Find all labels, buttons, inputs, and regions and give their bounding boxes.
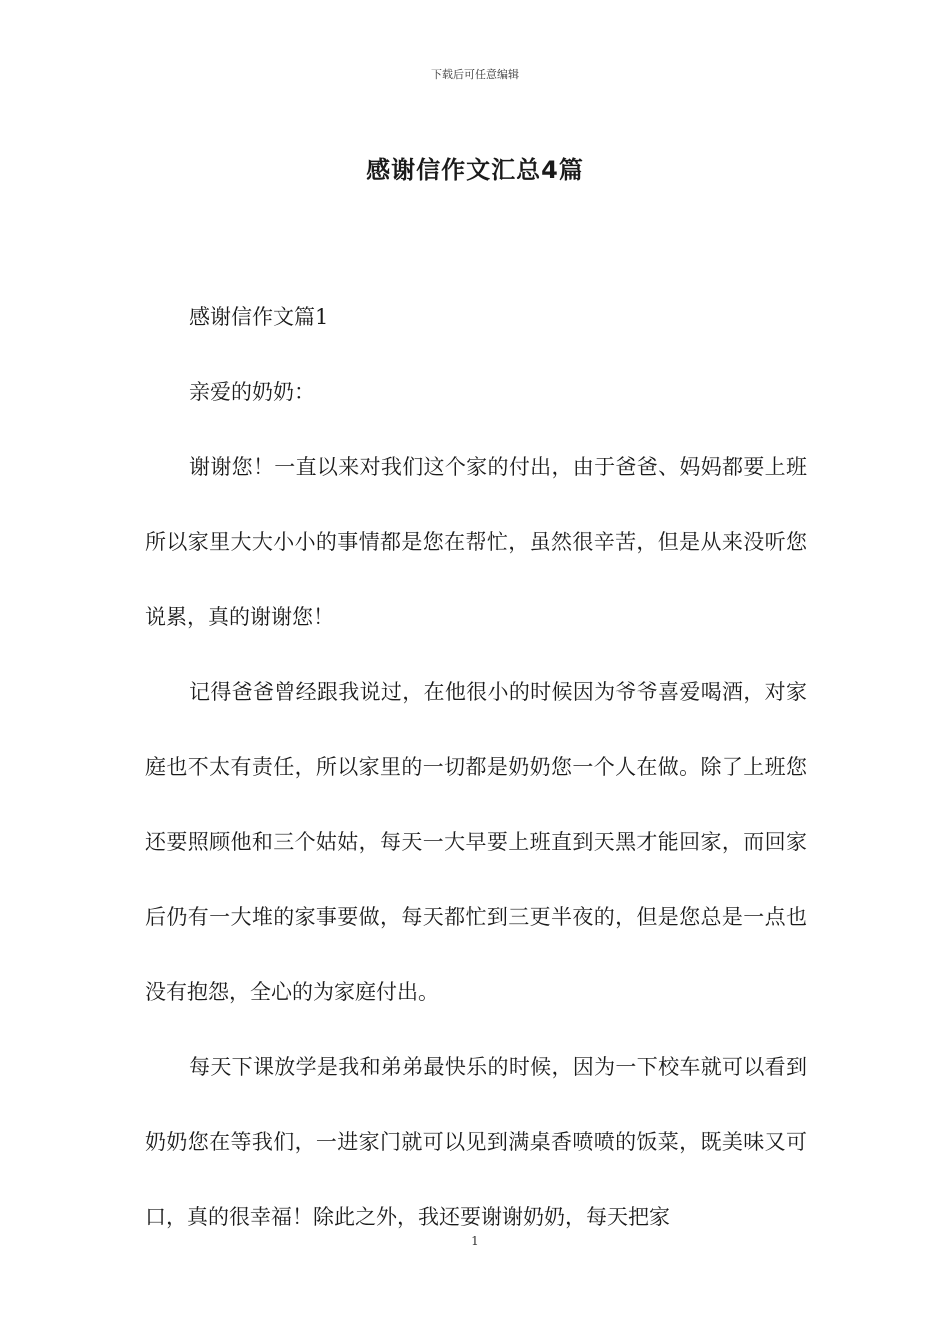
document-body bbox=[145, 280, 807, 1255]
body-paragraph: 每天下课放学是我和弟弟最快乐的时候，因为一下校车就可以看到奶奶您在等我们，一进家门就可以见到满桌香喷喷的饭菜，既美味又可口，真的很幸福！除此之外，我还要谢谢奶奶，每天把家 bbox=[145, 1055, 807, 1229]
header-note: 下载后可任意编辑 bbox=[431, 68, 519, 81]
body-paragraph: 谢谢您！一直以来对我们这个家的付出，由于爸爸、妈妈都要上班所以家里大大小小的事情都是您在帮忙，虽然很辛苦，但是从来没听您说累，真的谢谢您！ bbox=[145, 455, 807, 629]
document-title: 感谢信作文汇总4篇 bbox=[366, 156, 584, 184]
section-heading: 感谢信作文篇1 bbox=[189, 305, 329, 329]
body-paragraph: 记得爸爸曾经跟我说过，在他很小的时候因为爷爷喜爱喝酒，对家庭也不太有责任，所以家里的一切都是奶奶您一个人在做。除了上班您还要照顾他和三个姑姑，每天一大早要上班直到天黑才能回家，而回家后仍有一大堆的家事要做，每天都忙到三更半夜的，但是您总是一点也没有抱怨，全心的为家庭付出。 bbox=[145, 680, 807, 1004]
page-number: 1 bbox=[471, 1234, 479, 1248]
salutation: 亲爱的奶奶： bbox=[189, 380, 315, 404]
